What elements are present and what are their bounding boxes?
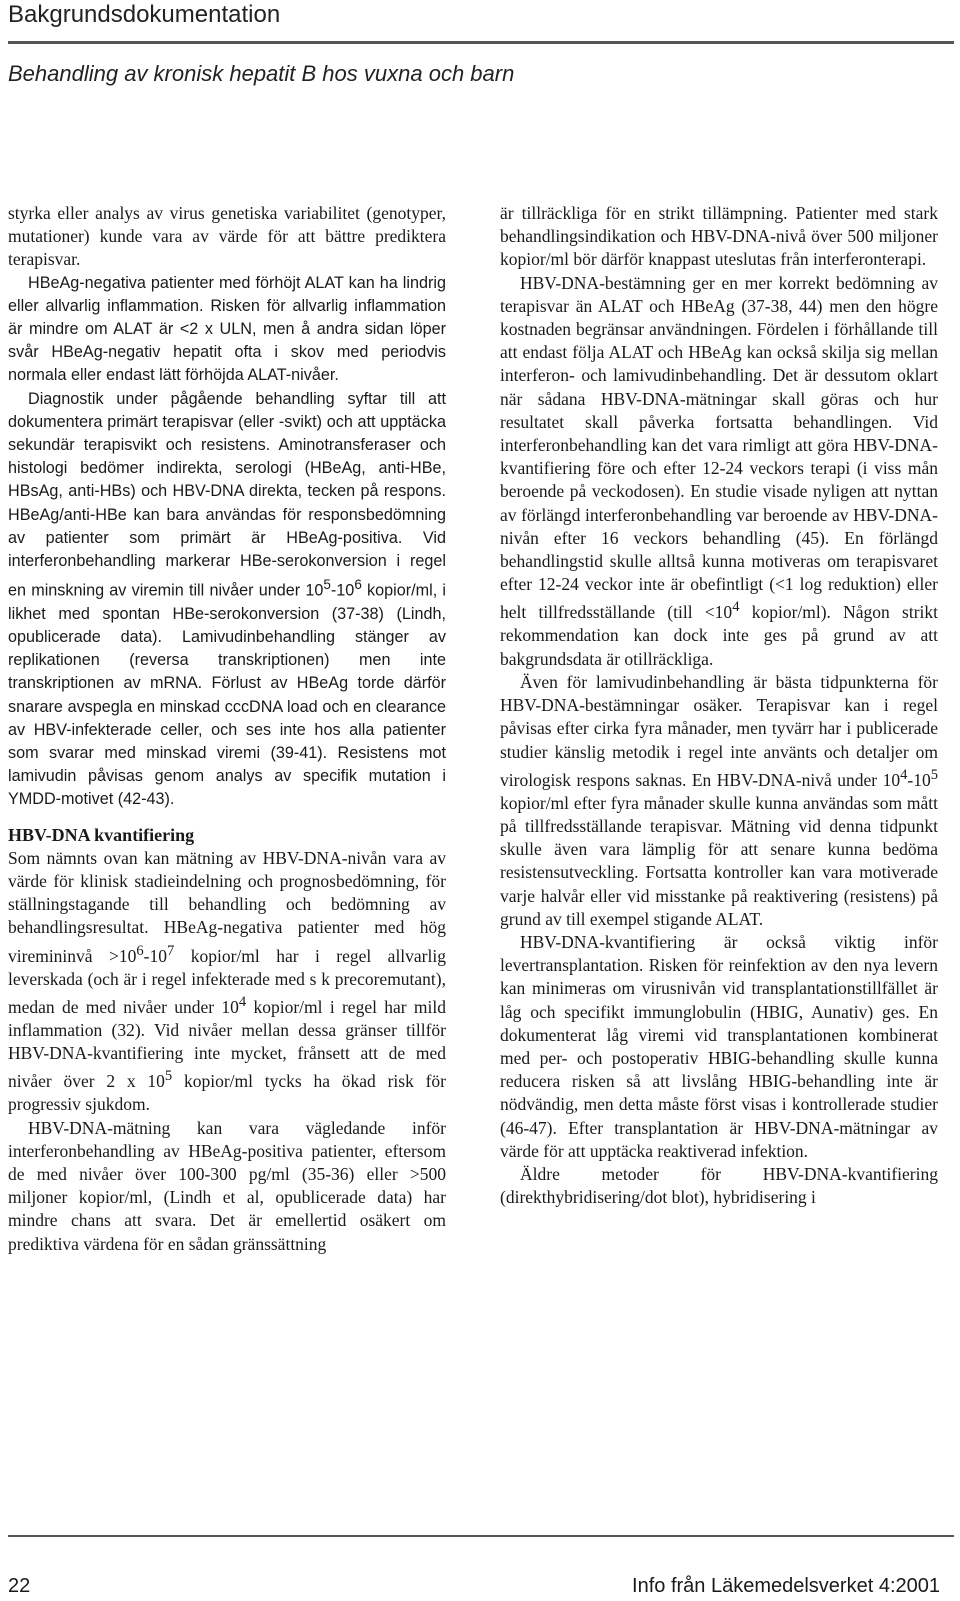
- paragraph: HBeAg-negativa patienter med förhöjt ALAT kan ha lindrig eller allvarlig inflammation. Risken för allvarlig inflammation är mindre om ALAT är <2 x ULN, men å andra sidan löper svår HBeAg-negativ hepatit ofta i skov med periodvis normala eller endast lätt förhöjda ALAT-nivåer.: [8, 273, 446, 385]
- right-column: [500, 202, 938, 1209]
- paragraph: HBV-DNA-kvantifiering är också viktig inför levertransplantation. Risken för reinfektion av den nya levern kan minimeras om virusnivån vid transplantationstillfället är låg och specifikt immunglobulin (HBIG, Aunativ) ges. En dokumenterat låg viremi vid transplantationen kombinerat med per- och postoperativ HBIG-behandling skulle kunna reducera risken så att livslång HBIG-behandling inte är nödvändig, men detta måste först visas i kontrollerade studier (46-47). Efter transplantation är HBV-DNA-mätningar av värde för att upptäcka reaktiverad infektion.: [500, 931, 938, 1161]
- exponent-base: 10: [305, 581, 324, 600]
- paragraph: Äldre metoder för HBV-DNA-kvantifiering (direkthybridisering/dot blot), hybridisering i: [500, 1163, 938, 1208]
- paragraph-text: kopior/ml). Någon strikt rekommendation kan dock inte ges på grund av att bakgrundsdata är otillräckliga.: [500, 602, 938, 669]
- paragraph-text: kopior/ml i regel har mild inflammation (32). Vid nivåer mellan dessa gränser tillför HBV-DNA-kvantifiering inte mycket, frånsett att de med nivåer över 2 x 10: [8, 996, 446, 1092]
- paragraph: [500, 671, 938, 931]
- paragraph-text: Som nämnts ovan kan mätning av HBV-DNA-nivån vara av värde för klinisk stadieindelning och prognosbedömning, för ställningstagande till behandling och bedömning av behandlingsresultat. HBeAg-negativa patienter med hög viremininvå >10: [8, 847, 446, 966]
- paragraph-text: Även för lamivudinbehandling är bästa tidpunkterna för HBV-DNA-bestämningar osäker. Terapisvar kan i regel påvisas efter cirka fyra månader, men tyvärr har i publicerade studier känslig metodik i regel inte använts och detaljer om virologisk respons saknas. En HBV-DNA-nivå under 10: [500, 671, 938, 790]
- range-separator: -: [330, 581, 337, 600]
- paragraph-text: kopior/ml tycks ha ökad risk för progressiv sjukdom.: [8, 1071, 447, 1115]
- superscript: 4: [900, 766, 908, 783]
- exponent-base: 10: [336, 581, 355, 600]
- paragraph-text: -10: [143, 945, 167, 966]
- document-subtitle: Behandling av kronisk hepatit B hos vuxna och barn: [8, 61, 515, 86]
- paragraph-text: kopior/ml efter fyra månader skulle kunna användas som mått på tillfredsställande terapisvar. Mätning vid denna tidpunkt skulle även vara lämplig för att senare kunna bedöma resistensutveckling. Fortsatta kontroller kan vara motiverade varje halvår eller vid misstanke på reaktivering (resistens) på grund av till exempel stigande ALAT.: [500, 792, 938, 929]
- paragraph: är tillräckliga för en strikt tillämpning. Patienter med stark behandlingsindikation och HBV-DNA-nivå över 500 miljoner kopior/ml bör därför knappast uteslutas från interferonterapi.: [500, 203, 938, 270]
- paragraph-text: Diagnostik under pågående behandling syftar till att dokumentera primärt terapisvar (eller -svikt) och att upptäcka sekundär terapisvikt och resistens. Aminotransferaser och histologi bedömer indirekta, serologi (HBeAg, anti-HBe, HBsAg, anti-HBs) och HBV-DNA direkta, tecken på respons. HBeAg/anti-HBe kan bara användas för responsbedömning av patienter som primärt är HBeAg-positiva. Vid interferonbehandling markerar HBe-serokonversion i regel en minskning av viremin till nivåer under: [8, 389, 446, 600]
- superscript: 5: [930, 766, 938, 783]
- paragraph-text: -10: [907, 769, 931, 790]
- paragraph: [8, 847, 446, 1117]
- running-header-title: Bakgrundsdokumentation: [8, 1, 281, 28]
- superscript: 7: [167, 942, 175, 959]
- paragraph: styrka eller analys av virus genetiska variabilitet (genotyper, mutationer) kunde vara av värde för att bättre prediktera terapisvar.: [8, 203, 446, 270]
- paragraph: HBV-DNA-mätning kan vara vägledande inför interferonbehandling av HBeAg-positiva patienter, eftersom de med nivåer över 100-300 pg/ml (35-36) eller >500 miljoner kopior/ml, (Lindh et al, opublicerade data) har mindre chans att svara. Det är emellertid osäkert om prediktiva värdena för en sådan gränssättning: [8, 1117, 446, 1254]
- left-column: [8, 202, 446, 1256]
- superscript: 5: [164, 1068, 173, 1085]
- superscript: 6: [136, 942, 144, 959]
- paragraph-text: HBV-DNA-bestämning ger en mer korrekt bedömning av terapisvar än ALAT och HBeAg (37-38, 44) men den högre kostnaden begränsar användningen. Fördelen i förhållande till att endast följa ALAT och HBeAg kan också skilja sig mellan interferon- och lamivudinbehandling. Det är dessutom oklart när sådana HBV-DNA-mätningar skall göras och hur resultatet skall påverka fortsatta behandlingen. Vid interferonbehandling kan det vara rimligt att göra HBV-DNA-kvantifiering före och efter 12-24 veckors terapi (i viss mån beroende på veckodosen). En studie visade nyligen att nyttan av förlängd interferonbehandling var beroende av HBV-DNA-nivån efter 16 veckors behandling (45). En förlängd behandlingstid skulle alltså kunna motiveras om terapisvaret efter 12-24 veckor inte är obefintligt (<1 log reduktion) eller helt tillfredsställande (till <10: [500, 272, 938, 623]
- page-number: 22: [8, 1575, 31, 1597]
- paragraph-text: kopior/ml har i regel allvarlig leverskada (och är i regel infekterade med s k precoremutant), medan de med nivåer under 10: [8, 945, 446, 1017]
- superscript: 4: [732, 599, 740, 616]
- superscript: 6: [354, 577, 362, 593]
- footer-rule: [8, 1535, 954, 1537]
- paragraph-text: kopior/ml, i likhet med spontan HBe-serokonversion (37-38) (Lindh, opublicerade data). Lamivudinbehandling stänger av replikationen (reversa transkriptionen) men inte transkriptionen av mRNA. Förlust av HBeAg torde därför snarare avspegla en minskad cccDNA load och en clearance av HBV-infekterade celler, och ses inte hos alla patienter som svarar med minskad viremi (39-41). Resistens mot lamivudin påvisas genom analys av specifik mutation i YMDD-motivet (42-43).: [8, 581, 447, 809]
- section-heading: HBV-DNA kvantifiering: [8, 824, 195, 845]
- header-rule: [8, 41, 954, 44]
- superscript: 4: [238, 993, 247, 1010]
- publication-footer: Info från Läkemedelsverket 4:2001: [632, 1575, 940, 1597]
- paragraph: [8, 388, 446, 812]
- superscript: 5: [323, 577, 331, 593]
- paragraph: [500, 272, 938, 671]
